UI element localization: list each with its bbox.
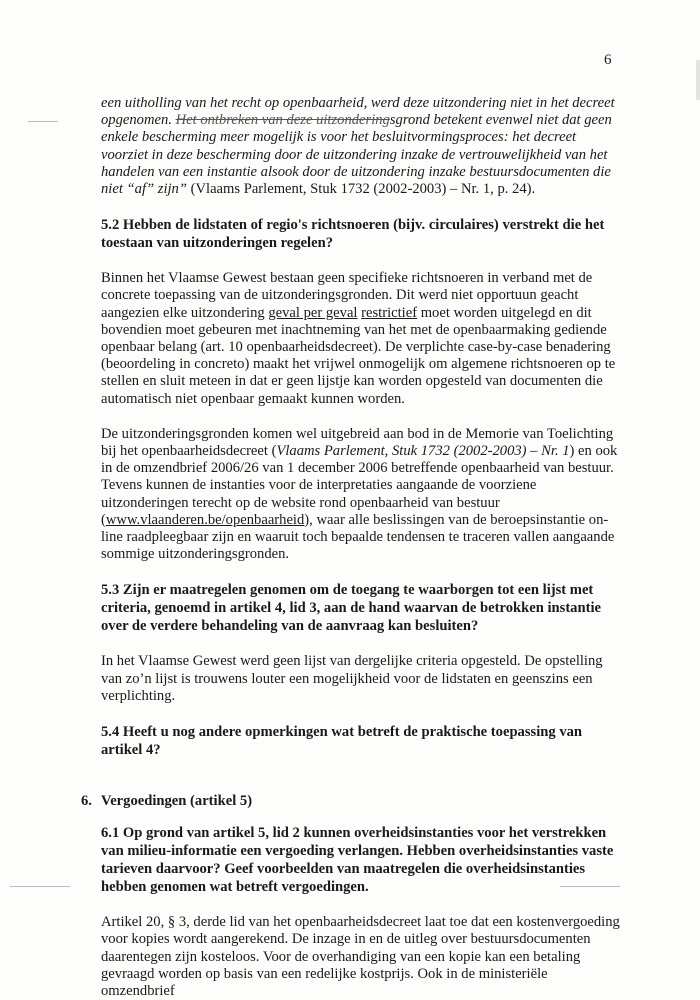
question-5-3-heading: 5.3 Zijn er maatregelen genomen om de toegang te waarborgen tot een lijst met criteria, genoemd in artikel 4, lid 3, aan de hand waarvan de betrokken instantie over de verdere behandeling van de aanvraag kan besluiten? <box>101 582 601 635</box>
quote-line: enkele bescherming meer mogelijk is voor het besluitvormingsproces: het decreet <box>101 129 577 146</box>
question-6-1-heading: 6.1 Op grond van artikel 5, lid 2 kunnen overheidsinstanties voor het verstrekken van milieu-informatie een vergoeding verlangen. Hebben overheidsinstanties vaste tarieven daarvoor? Geef voorbeelden van maatregelen die overheidsinstanties hebben genomen wat betreft vergoedingen. <box>101 825 614 896</box>
underlined-text: geval per geval <box>268 304 358 321</box>
quote-line: een uitholling van het recht op openbaarheid, werd deze uitzondering niet in het decreet <box>101 95 615 111</box>
quote-line: handelen van een instantie alsook door de uitzondering inzake bestuursdocumenten die <box>101 163 611 180</box>
quote-text: niet “af” zijn” <box>101 181 187 198</box>
quote-line <box>101 181 621 198</box>
quote-text: sgrond betekent evenwel niet dat geen <box>389 112 612 129</box>
paragraph: De uitzonderingsgronden komen wel uitgebreid aan bod in de Memorie van Toelichting bij het openbaarheidsdecreet (Vlaams Parlement, Stuk 1732 (2002-2003) – Nr. 1) en ook in de omzendbrief 2006/26 van 1 december 2006 betreffende openbaarheid van bestuur. Tevens kunnen de instanties voor de interpretaties aangaande de voorziene uitzonderingen terecht op de website rond openbaarheid van bestuur (www.vlaanderen.be/openbaarheid), waar alle beslissingen van de beroepsinstantie on-line raadpleegbaar zijn en waaruit toch bepaalde tendensen te traceren vallen aangaande sommige uitzonderingsgronden. <box>101 425 618 563</box>
quote-line: voorziet in deze bescherming door de uitzondering inzake de vertrouwelijkheid van het <box>101 146 608 163</box>
paragraph: Artikel 20, § 3, derde lid van het openbaarheidsdecreet laat toe dat een kostenvergoeding voor kopies wordt aangerekend. De inzage in en de uitleg over bestuursdocumenten daarentegen zijn kosteloos. Voor de overhandiging van een kopie kan een betaling gevraagd worden op basis van een redelijke kostprijs. Ook in de ministeriële omzendbrief <box>101 914 620 1000</box>
scan-noise <box>28 121 58 122</box>
citation: Vlaams Parlement, Stuk 1732 (2002-2003) – Nr. 1 <box>276 443 570 460</box>
page-number: 6 <box>604 52 612 68</box>
quote-source: (Vlaams Parlement, Stuk 1732 (2002-2003) – Nr. 1, p. 24). <box>186 181 536 198</box>
scan-noise <box>10 886 70 887</box>
question-5-2-heading: 5.2 Hebben de lidstaten of regio's richtsnoeren (bijv. circulaires) verstrekt die het toestaan van uitzonderingen regelen? <box>101 217 605 252</box>
section-number: 6. <box>81 793 92 810</box>
paragraph: Binnen het Vlaamse Gewest bestaan geen specifieke richtsnoeren in verband met de concrete toepassing van de uitzonderingsgronden. Dit werd niet opportuun geacht aangezien elke uitzondering geval per geval restrictief moet worden uitgelegd en dit bovendien moet gebeuren met inachtneming van het met de openbaarmaking gediende openbaar belang (art. 10 openbaarheidsdecreet). De verplichte case-by-case benadering (beoordeling in concreto) maakt het vrijwel onmogelijk om algemene richtsnoeren op te stellen en sluit meteen in dat er geen lijstje kan worden opgesteld van documenten die automatisch niet openbaar gemaakt kunnen worden. <box>101 270 616 407</box>
section-title: Vergoedingen (artikel 5) <box>101 793 253 810</box>
document-body <box>81 95 621 1000</box>
struck-text: Het ontbreken van deze uitzondering <box>175 112 390 129</box>
quote-block <box>101 95 621 198</box>
section-6-heading <box>81 793 621 810</box>
underlined-text: restrictief <box>361 304 418 321</box>
paragraph: In het Vlaamse Gewest werd geen lijst van dergelijke criteria opgesteld. De opstelling van zo’n lijst is trouwens louter een mogelijkheid voor de lidstaten en geenszins een verplichting. <box>101 653 603 704</box>
quote-line <box>101 112 621 129</box>
website-link[interactable]: www.vlaanderen.be/openbaarheid <box>105 511 305 528</box>
quote-text: opgenomen. <box>101 112 172 129</box>
scan-edge-mark <box>696 60 700 100</box>
question-5-4-heading: 5.4 Heeft u nog andere opmerkingen wat betreft de praktische toepassing van artikel 4? <box>101 724 583 759</box>
